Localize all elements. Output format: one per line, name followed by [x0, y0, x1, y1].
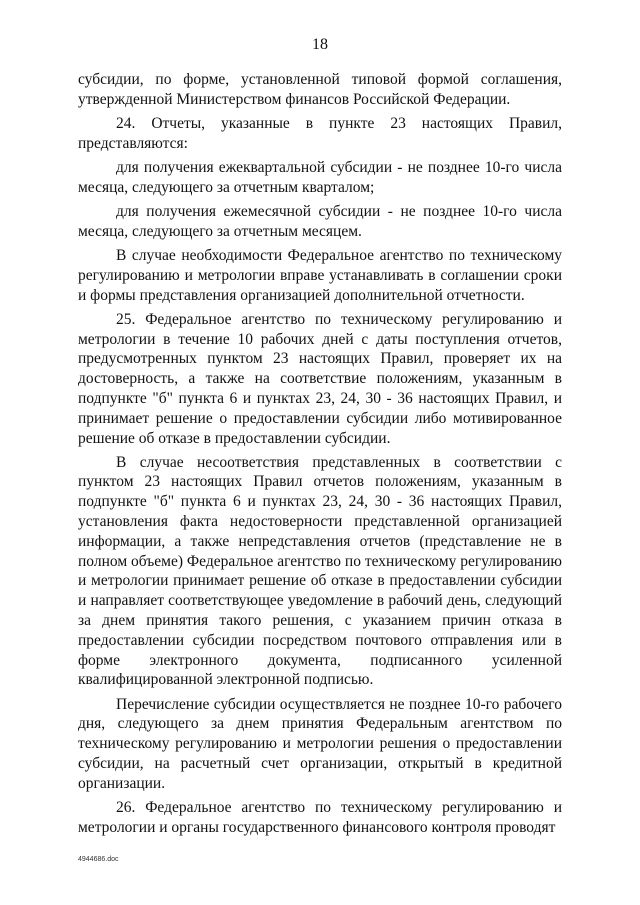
paragraph-item-26: 26. Федеральное агентство по техническому регулированию и метрологии и органы государственного финансового контроля проводят — [78, 799, 562, 836]
page-number: 18 — [312, 36, 328, 53]
paragraph-continuation: субсидии, по форме, установленной типовой формой соглашения, утвержденной Министерством финансов Российской Федерации. — [78, 71, 562, 108]
paragraph-monthly-subsidy: для получения ежемесячной субсидии - не позднее 10-го числа месяца, следующего за отчетным месяцем. — [78, 202, 562, 240]
document-file-code: 4944686.doc — [78, 856, 119, 863]
paragraph-quarterly-subsidy: для получения ежеквартальной субсидии - не позднее 10-го числа месяца, следующего за отчетным кварталом; — [78, 158, 562, 196]
paragraph-additional-reporting: В случае необходимости Федеральное агентство по техническому регулированию и метрологии вправе устанавливать в соглашении сроки и формы представления организацией дополнительной отчетности. — [78, 246, 562, 304]
paragraph-refusal: В случае несоответствия представленных в соответствии с пунктом 23 настоящих Правил отчетов положениям, указанным в подпункте "б" пункта 6 и пунктах 23, 24, 30 - 36 настоящих Правил, установления факта недостоверности представленной организацией информации, а также непредставления отчетов (представление не в полном объеме) Федеральное агентство по техническому регулированию и метрологии принимает решение об отказе в предоставлении субсидии и направляет соответствующее уведомление в рабочий день, следующий за днем принятия такого решения, с указанием причин отказа в предоставлении субсидии посредством почтового отправления или в форме электронного документа, подписанного усиленной квалифицированной электронной подписью. — [78, 453, 562, 689]
paragraph-item-25: 25. Федеральное агентство по техническому регулированию и метрологии в течение 10 рабочих дней с даты поступления отчетов, предусмотренных пунктом 23 настоящих Правил, проверяет их на достоверность, а также на соответствие положениям, указанным в подпункте "б" пункта 6 и пунктах 23, 24, 30 - 36 настоящих Правил, и принимает решение о предоставлении субсидии либо мотивированное решение об отказе в предоставлении субсидии. — [78, 310, 562, 447]
paragraph-item-24: 24. Отчеты, указанные в пункте 23 настоящих Правил, представляются: — [78, 114, 562, 152]
paragraph-transfer: Перечисление субсидии осуществляется не позднее 10-го рабочего дня, следующего за днем принятия Федеральным агентством по техническому регулированию и метрологии решения о предоставлении субсидии, на расчетный счет организации, открытый в кредитной организации. — [78, 695, 562, 792]
document-body — [78, 70, 562, 842]
